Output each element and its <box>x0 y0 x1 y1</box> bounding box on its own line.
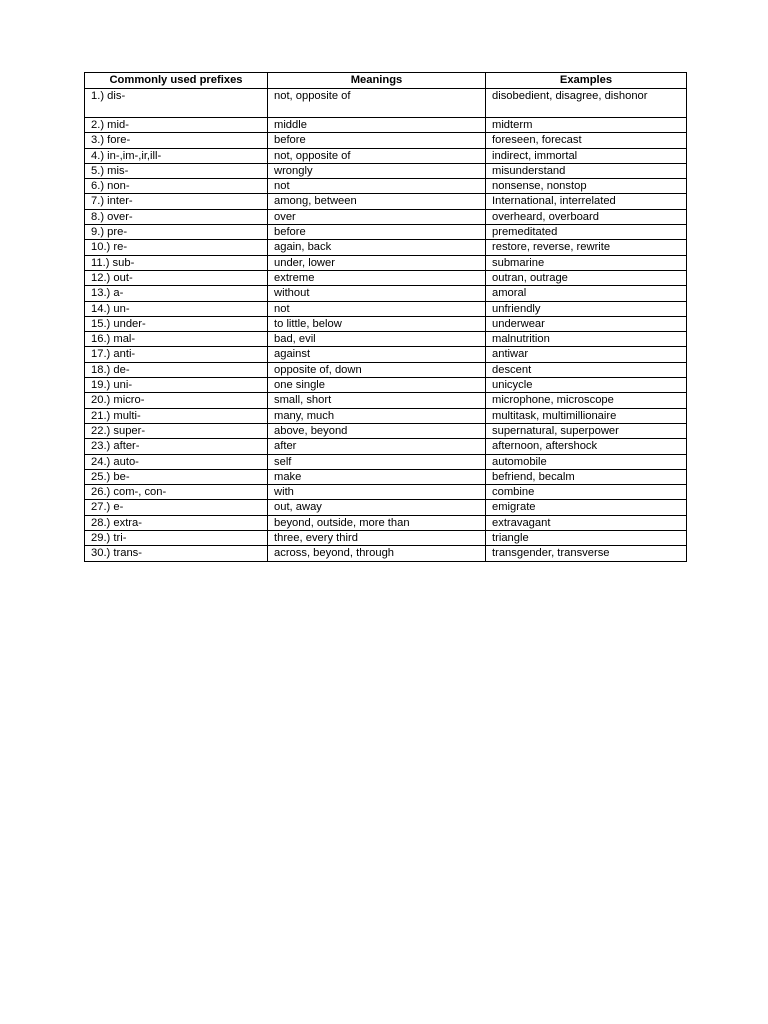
example-cell: overheard, overboard <box>486 209 687 224</box>
meaning-cell: middle <box>268 118 486 133</box>
example-cell: midterm <box>486 118 687 133</box>
example-cell: transgender, transverse <box>486 546 687 561</box>
meaning-cell: across, beyond, through <box>268 546 486 561</box>
table-row <box>85 194 687 209</box>
table-row <box>85 301 687 316</box>
meaning-cell: many, much <box>268 408 486 423</box>
meaning-cell: to little, below <box>268 316 486 331</box>
example-cell: amoral <box>486 286 687 301</box>
example-cell: disobedient, disagree, dishonor <box>486 89 687 118</box>
prefix-cell: 21.) multi- <box>85 408 268 423</box>
example-cell: emigrate <box>486 500 687 515</box>
meaning-cell: beyond, outside, more than <box>268 515 486 530</box>
meaning-cell: after <box>268 439 486 454</box>
prefix-cell: 3.) fore- <box>85 133 268 148</box>
table-row <box>85 286 687 301</box>
table-row <box>85 485 687 500</box>
table-row <box>85 148 687 163</box>
table-row <box>85 393 687 408</box>
meaning-cell: over <box>268 209 486 224</box>
meaning-cell: out, away <box>268 500 486 515</box>
table-row <box>85 133 687 148</box>
example-cell: unicycle <box>486 378 687 393</box>
meaning-cell: above, beyond <box>268 423 486 438</box>
meaning-cell: three, every third <box>268 531 486 546</box>
prefix-cell: 29.) tri- <box>85 531 268 546</box>
meaning-cell: under, lower <box>268 255 486 270</box>
meaning-cell: bad, evil <box>268 332 486 347</box>
example-cell: combine <box>486 485 687 500</box>
example-cell: supernatural, superpower <box>486 423 687 438</box>
prefix-cell: 28.) extra- <box>85 515 268 530</box>
table-row <box>85 255 687 270</box>
table-row <box>85 378 687 393</box>
header-meanings: Meanings <box>268 73 486 89</box>
table-row <box>85 347 687 362</box>
table-row <box>85 270 687 285</box>
example-cell: restore, reverse, rewrite <box>486 240 687 255</box>
table-row <box>85 423 687 438</box>
example-cell: nonsense, nonstop <box>486 179 687 194</box>
table-row <box>85 454 687 469</box>
prefix-cell: 22.) super- <box>85 423 268 438</box>
prefix-cell: 23.) after- <box>85 439 268 454</box>
example-cell: malnutrition <box>486 332 687 347</box>
prefix-cell: 9.) pre- <box>85 225 268 240</box>
example-cell: unfriendly <box>486 301 687 316</box>
meaning-cell: against <box>268 347 486 362</box>
prefix-cell: 19.) uni- <box>85 378 268 393</box>
meaning-cell: not, opposite of <box>268 148 486 163</box>
table-row <box>85 179 687 194</box>
meaning-cell: not <box>268 179 486 194</box>
meaning-cell: among, between <box>268 194 486 209</box>
table-header-row <box>85 73 687 89</box>
table-row <box>85 316 687 331</box>
meaning-cell: without <box>268 286 486 301</box>
table-row <box>85 118 687 133</box>
meaning-cell: make <box>268 469 486 484</box>
meaning-cell: before <box>268 133 486 148</box>
prefix-cell: 8.) over- <box>85 209 268 224</box>
meaning-cell: again, back <box>268 240 486 255</box>
meaning-cell: wrongly <box>268 163 486 178</box>
header-prefixes: Commonly used prefixes <box>85 73 268 89</box>
meaning-cell: not, opposite of <box>268 89 486 118</box>
prefix-cell: 1.) dis- <box>85 89 268 118</box>
example-cell: underwear <box>486 316 687 331</box>
example-cell: submarine <box>486 255 687 270</box>
prefix-cell: 24.) auto- <box>85 454 268 469</box>
example-cell: descent <box>486 362 687 377</box>
prefix-cell: 6.) non- <box>85 179 268 194</box>
document-page <box>84 72 686 562</box>
example-cell: foreseen, forecast <box>486 133 687 148</box>
prefix-cell: 20.) micro- <box>85 393 268 408</box>
table-row <box>85 240 687 255</box>
prefix-cell: 7.) inter- <box>85 194 268 209</box>
prefix-cell: 2.) mid- <box>85 118 268 133</box>
prefix-cell: 10.) re- <box>85 240 268 255</box>
example-cell: International, interrelated <box>486 194 687 209</box>
example-cell: automobile <box>486 454 687 469</box>
prefix-cell: 25.) be- <box>85 469 268 484</box>
prefix-cell: 11.) sub- <box>85 255 268 270</box>
prefix-cell: 26.) com-, con- <box>85 485 268 500</box>
example-cell: microphone, microscope <box>486 393 687 408</box>
header-examples: Examples <box>486 73 687 89</box>
table-row <box>85 515 687 530</box>
table-row <box>85 225 687 240</box>
prefix-cell: 30.) trans- <box>85 546 268 561</box>
table-row <box>85 531 687 546</box>
table-row <box>85 163 687 178</box>
example-cell: befriend, becalm <box>486 469 687 484</box>
table-row <box>85 500 687 515</box>
table-row <box>85 546 687 561</box>
table-row <box>85 332 687 347</box>
meaning-cell: not <box>268 301 486 316</box>
meaning-cell: one single <box>268 378 486 393</box>
prefix-table <box>84 72 687 562</box>
example-cell: antiwar <box>486 347 687 362</box>
example-cell: outran, outrage <box>486 270 687 285</box>
example-cell: afternoon, aftershock <box>486 439 687 454</box>
meaning-cell: small, short <box>268 393 486 408</box>
example-cell: indirect, immortal <box>486 148 687 163</box>
prefix-cell: 18.) de- <box>85 362 268 377</box>
table-row <box>85 89 687 118</box>
prefix-cell: 27.) e- <box>85 500 268 515</box>
table-row <box>85 209 687 224</box>
example-cell: multitask, multimillionaire <box>486 408 687 423</box>
table-row <box>85 439 687 454</box>
prefix-cell: 17.) anti- <box>85 347 268 362</box>
meaning-cell: opposite of, down <box>268 362 486 377</box>
meaning-cell: extreme <box>268 270 486 285</box>
prefix-cell: 16.) mal- <box>85 332 268 347</box>
meaning-cell: before <box>268 225 486 240</box>
meaning-cell: self <box>268 454 486 469</box>
prefix-cell: 13.) a- <box>85 286 268 301</box>
prefix-cell: 4.) in-,im-,ir,ill- <box>85 148 268 163</box>
prefix-cell: 14.) un- <box>85 301 268 316</box>
prefix-cell: 5.) mis- <box>85 163 268 178</box>
table-row <box>85 408 687 423</box>
example-cell: premeditated <box>486 225 687 240</box>
example-cell: extravagant <box>486 515 687 530</box>
table-body <box>85 89 687 562</box>
prefix-cell: 15.) under- <box>85 316 268 331</box>
table-row <box>85 362 687 377</box>
table-row <box>85 469 687 484</box>
meaning-cell: with <box>268 485 486 500</box>
example-cell: misunderstand <box>486 163 687 178</box>
example-cell: triangle <box>486 531 687 546</box>
prefix-cell: 12.) out- <box>85 270 268 285</box>
